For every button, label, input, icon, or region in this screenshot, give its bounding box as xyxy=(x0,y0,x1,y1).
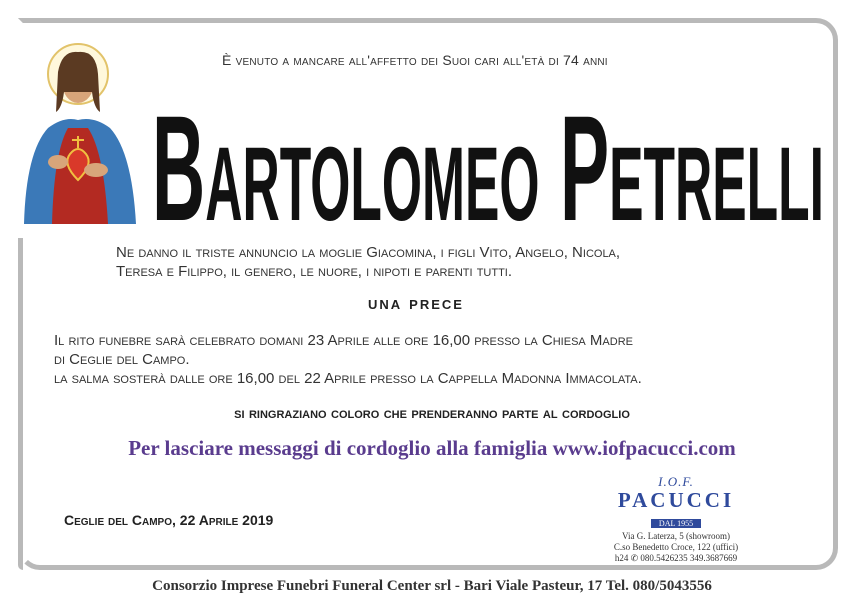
deceased-name-text: Bartolomeo Petrelli xyxy=(152,84,824,232)
intro-text: È venuto a mancare all'affetto dei Suoi cari all'età di 74 anni xyxy=(222,52,608,68)
rite-line-1: Il rito funebre sarà celebrato domani 23 Aprile alle ore 16,00 presso la Chiesa Madre xyxy=(54,332,633,349)
logo-phone: h24 ✆ 080.5426235 349.3687669 xyxy=(614,553,738,563)
rite-line-3: la salma sosterà dalle ore 16,00 del 22 Aprile presso la Cappella Madonna Immacolata. xyxy=(54,370,642,387)
footer-text: Consorzio Imprese Funebri Funeral Center srl - Bari Viale Pasteur, 17 Tel. 080/5043556 xyxy=(152,578,712,594)
prece-heading: una prece xyxy=(368,293,464,313)
place-date: Ceglie del Campo, 22 Aprile 2019 xyxy=(64,512,274,528)
thanks-text: si ringraziano coloro che prenderanno parte al cordoglio xyxy=(234,405,630,422)
sacred-heart-image xyxy=(14,32,146,224)
pacucci-logo xyxy=(592,474,760,564)
rite-line-2: di Ceglie del Campo. xyxy=(54,351,190,368)
logo-since: DAL 1955 xyxy=(651,519,701,528)
deceased-name xyxy=(150,72,826,232)
sacred-heart-icon xyxy=(14,32,146,224)
logo-address-2: C.so Benedetto Croce, 122 (uffici) xyxy=(613,542,739,552)
logo-address-1: Via G. Laterza, 5 (showroom) xyxy=(622,531,730,541)
notice-frame-left xyxy=(18,238,23,570)
announce-line-2: Teresa e Filippo, il genero, le nuore, i nipoti e parenti tutti. xyxy=(116,263,513,280)
logo-brand: PACUCCI xyxy=(617,488,735,512)
announce-line-1: Ne danno il triste annuncio la moglie Giacomina, i figli Vito, Angelo, Nicola, xyxy=(116,244,621,261)
condolence-message-link[interactable]: Per lasciare messaggi di cordoglio alla famiglia www.iofpacucci.com xyxy=(128,436,736,460)
logo-top: I.O.F. xyxy=(658,474,694,489)
